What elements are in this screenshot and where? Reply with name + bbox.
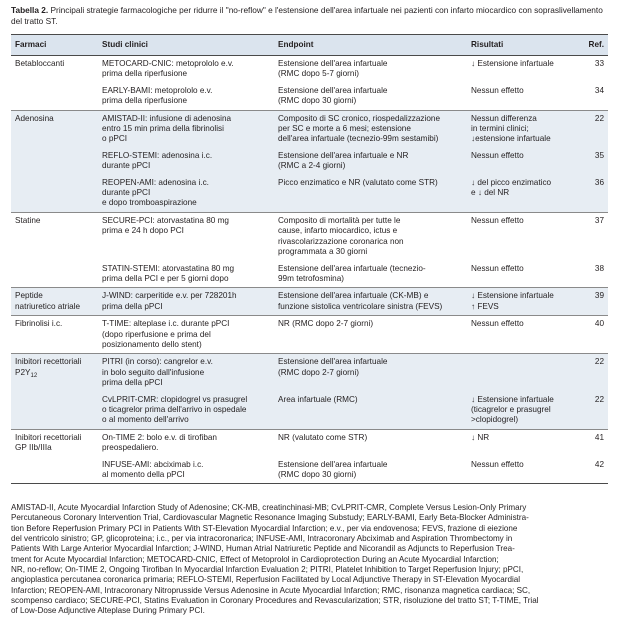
farmaci-line: $P2Y_{12}$	[15, 367, 38, 379]
cell-endpoint	[274, 212, 467, 260]
farmaci-line: Statine	[15, 215, 41, 225]
endpoint-line: (RMC dopo 5-7 giorni)	[278, 69, 359, 79]
table-row	[11, 148, 608, 175]
cell-farmaci	[11, 212, 98, 260]
cell-endpoint	[274, 261, 467, 288]
table-row	[11, 457, 608, 484]
cell-risultati	[467, 316, 576, 354]
risultati-line: ↓estensione infartuale	[471, 134, 551, 144]
studi-line: entro 15 min prima della fibrinolisi	[102, 124, 224, 134]
table-row	[11, 261, 608, 288]
studi-line: prima della PCI e per 5 giorni dopo	[102, 273, 229, 283]
studi-line: REOPEN-AMI: adenosina i.c.	[102, 177, 209, 187]
studi-line: in bolo seguito dall'infusione	[102, 367, 205, 377]
endpoint-line: Estensione dell'area infartuale e NR	[278, 150, 409, 160]
cell-risultati	[467, 212, 576, 260]
farmaci-line: Inibitori recettoriali	[15, 432, 82, 442]
table-body	[11, 56, 608, 484]
farmaci-line: Adenosina	[15, 113, 54, 123]
endpoint-line: Estensione dell'area infartuale	[278, 85, 388, 95]
risultati-line: ↓ del picco enzimatico	[471, 177, 552, 187]
drug-strategies-table	[11, 34, 608, 484]
cell-studi	[98, 429, 274, 456]
cell-studi	[98, 316, 274, 354]
footnote-line: tion Before Reperfusion Primary PCI in Patients With ST-Elevation Myocardial Infarction; e.v., per via endovenosa; FEVS, frazione di eiezione	[11, 523, 518, 533]
table-header-row	[11, 35, 608, 56]
footnote-line: Percutaneous Coronary Intervention Trial, Cardiovascular Magnetic Resonance Imaging Substudy; EARLY-BAMI, Early Beta-Blocker Administra-	[11, 513, 529, 523]
cell-endpoint	[274, 316, 467, 354]
risultati-line: Nessun effetto	[471, 263, 524, 273]
table-row	[11, 110, 608, 148]
studi-line: EARLY-BAMI: metoprololo e.v.	[102, 85, 213, 95]
cell-ref: 38	[576, 261, 608, 288]
cell-risultati	[467, 56, 576, 83]
risultati-line: in termini clinici;	[471, 124, 529, 134]
farmaci-line: natriuretico atriale	[15, 301, 81, 311]
cell-endpoint	[274, 354, 467, 392]
endpoint-line: 99m tetrofosmina)	[278, 273, 344, 283]
cell-studi	[98, 288, 274, 316]
endpoint-line: funzione sistolica ventricolare sinistra (FEVS)	[278, 301, 443, 311]
cell-farmaci	[11, 175, 98, 213]
farmaci-line: Fibrinolisi i.c.	[15, 319, 63, 329]
studi-line: On-TIME 2: bolo e.v. di tirofiban	[102, 432, 217, 442]
cell-risultati	[467, 429, 576, 456]
endpoint-line: Estensione dell'area infartuale	[278, 59, 388, 68]
cell-studi	[98, 354, 274, 392]
cell-ref: 41	[594, 432, 604, 442]
cell-risultati	[467, 83, 576, 110]
footnote-line: angioplastica percutanea coronarica primaria; REFLO-STEMI, Reperfusion Facilitated by Local Adjunctive Therapy in ST-Elevation Myocardial	[11, 575, 521, 585]
cell-farmaci	[11, 110, 98, 148]
footnote-line: Patients With Large Anterior Myocardial Infarction; J-WIND, Human Atrial Natriuretic Peptide and Nicorandil as Adjuncts to Reperfusion Trea-	[11, 544, 515, 554]
footnote-line: del ventricolo sinistro; GP, glicoproteina; i.c., per via intracoronarica; INFUSE-AMI, Intracoronary Abciximab and Aspiration Thrombectomy in	[11, 534, 513, 544]
header-ref: Ref.	[576, 35, 608, 56]
cell-risultati	[467, 175, 576, 213]
risultati-line: ↓ Estensione infartuale	[471, 59, 554, 68]
risultati-line: (ticagrelor e prasugrel	[471, 404, 551, 414]
cell-farmaci	[11, 429, 98, 456]
header-farmaci: Farmaci	[11, 35, 98, 56]
risultati-line: Nessun effetto	[471, 215, 524, 225]
table-row	[11, 175, 608, 213]
endpoint-line: Estensione dell'area infartuale	[278, 357, 388, 367]
studi-line: J-WIND: carperitide e.v. per 728201h	[102, 291, 237, 301]
table-row	[11, 288, 608, 316]
cell-ref: 22	[576, 110, 608, 148]
endpoint-line: cause, infarto miocardico, ictus e	[278, 226, 398, 236]
cell-ref: 39	[576, 288, 608, 316]
studi-line: prima della riperfusione	[102, 96, 188, 106]
cell-farmaci	[11, 316, 98, 354]
endpoint-line: (RMC dopo 30 giorni)	[278, 96, 357, 106]
studi-line: prima della riperfusione	[102, 69, 188, 79]
endpoint-line: Estensione dell'area infartuale (tecnezio-	[278, 263, 426, 273]
studi-line: AMISTAD-II: infusione di adenosina	[102, 113, 232, 123]
studi-line: T-TIME: alteplase i.c. durante pPCI	[102, 319, 230, 329]
studi-line: (dopo riperfusione e prima del	[102, 329, 211, 339]
studi-line: prima e 24 h dopo PCI	[102, 226, 184, 236]
cell-endpoint	[274, 110, 467, 148]
studi-line: prima della pPCI	[102, 301, 163, 311]
studi-line: posizionamento dello stent)	[102, 339, 202, 349]
farmaci-line: GP IIb/IIIa	[15, 443, 52, 453]
studi-line: al momento della pPCI	[102, 470, 185, 479]
cell-studi	[98, 392, 274, 430]
endpoint-line: Composito di mortalità per tutte le	[278, 215, 401, 225]
studi-line: preospedaliero.	[102, 443, 159, 453]
studi-line: STATIN-STEMI: atorvastatina 80 mg	[102, 263, 235, 273]
risultati-line: Nessun effetto	[471, 150, 524, 160]
risultati-line: ↓ Estensione infartuale	[471, 291, 554, 301]
endpoint-line: dell'area infartuale (tecnezio-99m sestamibi)	[278, 134, 439, 144]
header-endpoint: Endpoint	[274, 35, 467, 56]
risultati-line: ↓ NR	[471, 432, 490, 442]
table-row	[11, 392, 608, 430]
endpoint-line: programmata a 30 giorni	[278, 247, 368, 257]
cell-endpoint	[274, 175, 467, 213]
cell-endpoint	[274, 288, 467, 316]
footnote-line: Infarction; REOPEN-AMI, Intracoronary Nitroprusside Versus Adenosine in Acute Myocardial Infarction; RMC, risonanza magnetica cardiaca; SC,	[11, 585, 531, 595]
cell-ref: 40	[576, 316, 608, 354]
cell-farmaci	[11, 392, 98, 430]
endpoint-line: (RMC dopo 2-7 giorni)	[278, 367, 359, 377]
table-row	[11, 429, 608, 456]
cell-risultati	[467, 457, 576, 484]
footnote-line: scompenso cardiaco; SECURE-PCI, Statins Evaluation in Coronary Procedures and Revascularization; STR, risoluzione del tratto ST; T-TIME, Trial	[11, 596, 539, 606]
table-caption	[11, 5, 609, 26]
table-row	[11, 316, 608, 354]
cell-studi	[98, 56, 274, 83]
footnote-line: tment for Acute Myocardial Infarction; METOCARD-CNIC, Effect of Metoprolol in Cardioprotection During an Acute Myocardial Infarction;	[11, 554, 499, 564]
studi-line: INFUSE-AMI: abciximab i.c.	[102, 459, 204, 469]
cell-ref: 36	[576, 175, 608, 213]
cell-farmaci	[11, 83, 98, 110]
cell-studi	[98, 457, 274, 484]
cell-studi	[98, 261, 274, 288]
farmaci-line: Peptide	[15, 291, 43, 301]
endpoint-line: (RMC a 2-4 giorni)	[278, 161, 346, 171]
risultati-line: Nessun effetto	[471, 459, 524, 469]
header-studi: Studi clinici	[98, 35, 274, 56]
cell-ref: 34	[576, 83, 608, 110]
cell-farmaci	[11, 457, 98, 484]
table-row	[11, 83, 608, 110]
cell-ref: 37	[594, 215, 604, 225]
endpoint-line: rivascolarizzazione coronarica non	[278, 236, 404, 246]
cell-endpoint	[274, 392, 467, 430]
cell-ref: 33	[594, 59, 604, 68]
endpoint-line: Picco enzimatico e NR (valutato come STR)	[278, 177, 438, 187]
endpoint-line: Area infartuale (RMC)	[278, 394, 358, 404]
risultati-line: Nessun differenza	[471, 113, 537, 123]
cell-farmaci	[11, 261, 98, 288]
cell-farmaci	[11, 148, 98, 175]
studi-line: e dopo tromboaspirazione	[102, 198, 197, 208]
studi-line: o ticagrelor prima dell'arrivo in ospedale	[102, 404, 247, 414]
studi-line: SECURE-PCI: atorvastatina 80 mg	[102, 215, 229, 225]
studi-line: REFLO-STEMI: adenosina i.c.	[102, 150, 213, 160]
cell-farmaci	[11, 288, 98, 316]
endpoint-line: Composito di SC cronico, riospedalizzazione	[278, 113, 441, 123]
endpoint-line: Estensione dell'area infartuale	[278, 459, 388, 469]
endpoint-line: NR (valutato come STR)	[278, 432, 368, 442]
endpoint-line: per SC e morte a 6 mesi; estensione	[278, 124, 411, 134]
cell-ref: 35	[576, 148, 608, 175]
risultati-line: ↓ Estensione infartuale	[471, 394, 554, 404]
cell-endpoint	[274, 83, 467, 110]
studi-line: PITRI (in corso): cangrelor e.v.	[102, 357, 213, 367]
cell-risultati	[467, 148, 576, 175]
risultati-line: Nessun effetto	[471, 85, 524, 95]
cell-studi	[98, 110, 274, 148]
risultati-line: e ↓ del NR	[471, 188, 510, 198]
table-row	[11, 354, 608, 392]
table-row	[11, 212, 608, 260]
endpoint-line: Estensione dell'area infartuale (CK-MB) e	[278, 291, 429, 301]
risultati-line: Nessun effetto	[471, 319, 524, 329]
cell-risultati	[467, 261, 576, 288]
footnote-line: NR, no-reflow; On-TIME 2, Ongoing Tirofiban In Myocardial Infarction Evaluation 2; PITRI, Platelet Inhibition to Target Reperfusion Injury; pPCI,	[11, 565, 524, 575]
studi-line: durante pPCI	[102, 188, 151, 198]
table-footnotes	[11, 503, 609, 617]
risultati-line: >clopidogrel)	[471, 415, 519, 425]
risultati-line: ↑ FEVS	[471, 301, 499, 311]
endpoint-line: (RMC dopo 30 giorni)	[278, 470, 357, 479]
farmaci-line: Betabloccanti	[15, 59, 65, 68]
cell-risultati	[467, 288, 576, 316]
cell-endpoint	[274, 56, 467, 83]
footnote-line: AMISTAD-II, Acute Myocardial Infarction Study of Adenosine; CK-MB, creatinchinasi-MB; CvLPRIT-CMR, Complete Versus Lesion-Only Primary	[11, 503, 527, 512]
cell-risultati	[467, 392, 576, 430]
endpoint-line: NR (RMC dopo 2-7 giorni)	[278, 319, 374, 329]
studi-line: o al momento dell'arrivo	[102, 415, 189, 425]
cell-risultati	[467, 354, 576, 392]
caption-text: Principali strategie farmacologiche per ridurre il "no-reflow" e l'estensione dell'area infartuale nei pazienti con infarto miocardico con sopraslivellamento del tratto ST.	[11, 5, 603, 26]
cell-ref: 22	[576, 392, 608, 430]
cell-studi	[98, 83, 274, 110]
studi-line: METOCARD-CNIC: metoprololo e.v.	[102, 59, 234, 68]
footnote-line: of Low-Dose Adjunctive Alteplase During Primary PCI.	[11, 606, 205, 616]
cell-endpoint	[274, 148, 467, 175]
table-row	[11, 56, 608, 83]
caption-label: Tabella 2.	[11, 5, 49, 15]
studi-line: o pPCI	[102, 134, 128, 144]
cell-farmaci	[11, 56, 98, 83]
cell-ref: 22	[576, 354, 608, 392]
cell-farmaci	[11, 354, 98, 392]
cell-studi	[98, 212, 274, 260]
cell-ref: 42	[576, 457, 608, 484]
cell-studi	[98, 148, 274, 175]
header-risultati: Risultati	[467, 35, 576, 56]
cell-studi	[98, 175, 274, 213]
studi-line: CvLPRIT-CMR: clopidogrel vs prasugrel	[102, 394, 248, 404]
studi-line: prima della pPCI	[102, 378, 163, 388]
studi-line: durante pPCI	[102, 161, 151, 171]
farmaci-line: Inibitori recettoriali	[15, 357, 82, 367]
cell-risultati	[467, 110, 576, 148]
cell-endpoint	[274, 457, 467, 484]
cell-endpoint	[274, 429, 467, 456]
